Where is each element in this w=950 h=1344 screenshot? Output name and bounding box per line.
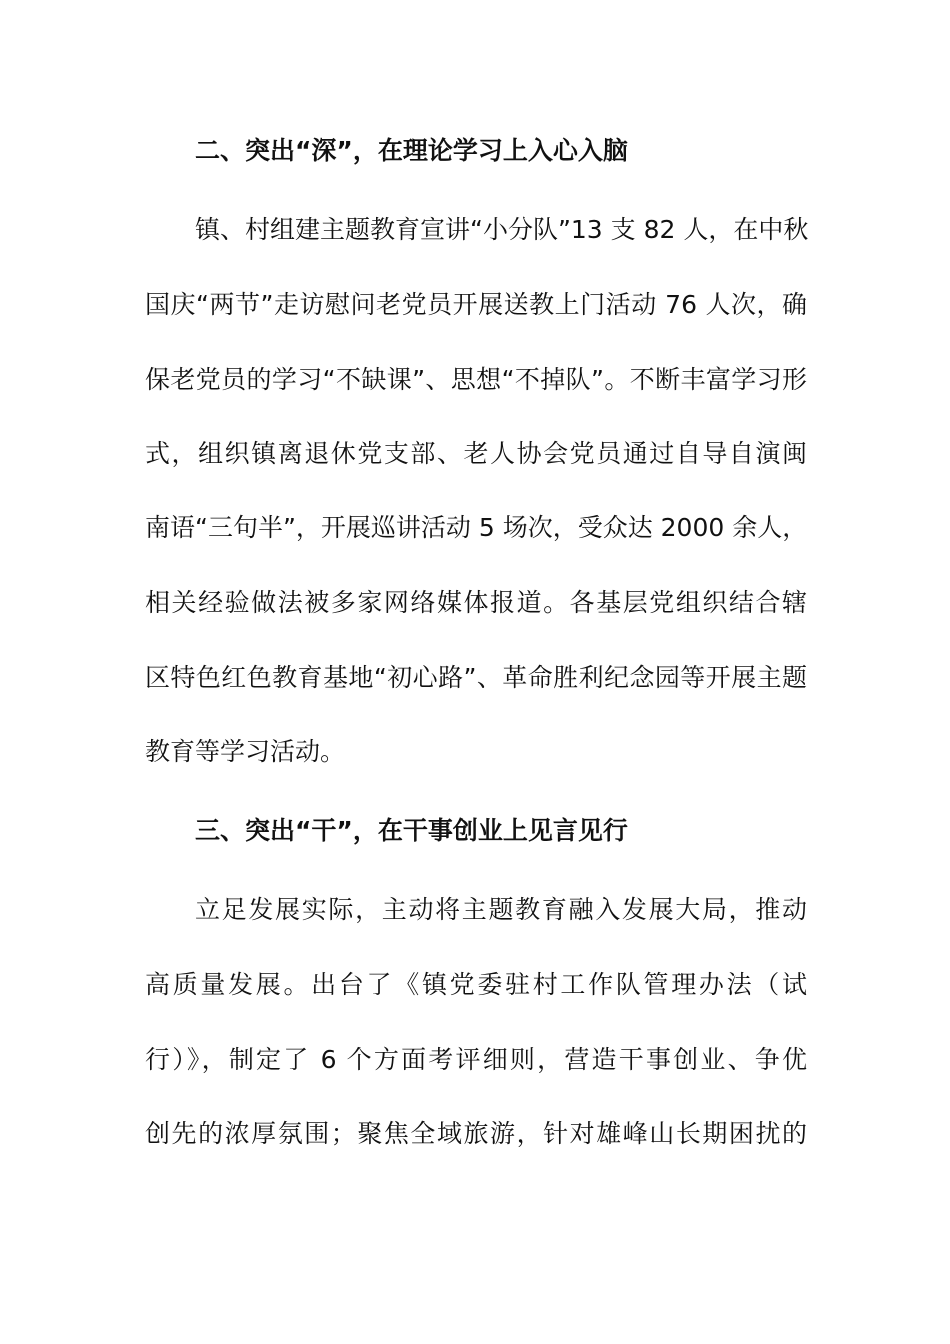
paragraph-line: 区特色红色教育基地“初心路”、革命胜利纪念园等开展主题	[145, 663, 807, 692]
section-heading-2: 二、突出“深”，在理论学习上入心入脑	[195, 136, 628, 165]
paragraph-line: 高质量发展。出台了《镇党委驻村工作队管理办法（试	[145, 970, 807, 999]
paragraph-line: 南语“三句半”，开展巡讲活动 5 场次，受众达 2000 余人，	[145, 513, 808, 542]
paragraph-line: 立足发展实际，主动将主题教育融入发展大局，推动	[195, 895, 807, 924]
section-heading-3: 三、突出“干”，在干事创业上见言见行	[195, 816, 628, 845]
paragraph-line: 创先的浓厚氛围；聚焦全域旅游，针对雄峰山长期困扰的	[145, 1119, 807, 1148]
paragraph-line: 式，组织镇离退休党支部、老人协会党员通过自导自演闽	[145, 439, 807, 468]
paragraph-line: 保老党员的学习“不缺课”、思想“不掉队”。不断丰富学习形	[145, 365, 807, 394]
paragraph-line: 行）》，制定了 6 个方面考评细则，营造干事创业、争优	[145, 1045, 807, 1074]
paragraph-line: 教育等学习活动。	[145, 737, 346, 766]
paragraph-line: 相关经验做法被多家网络媒体报道。各基层党组织结合辖	[145, 588, 807, 617]
paragraph-line: 镇、村组建主题教育宣讲“小分队”13 支 82 人，在中秋	[195, 215, 809, 244]
paragraph-line: 国庆“两节”走访慰问老党员开展送教上门活动 76 人次，确	[145, 290, 807, 319]
